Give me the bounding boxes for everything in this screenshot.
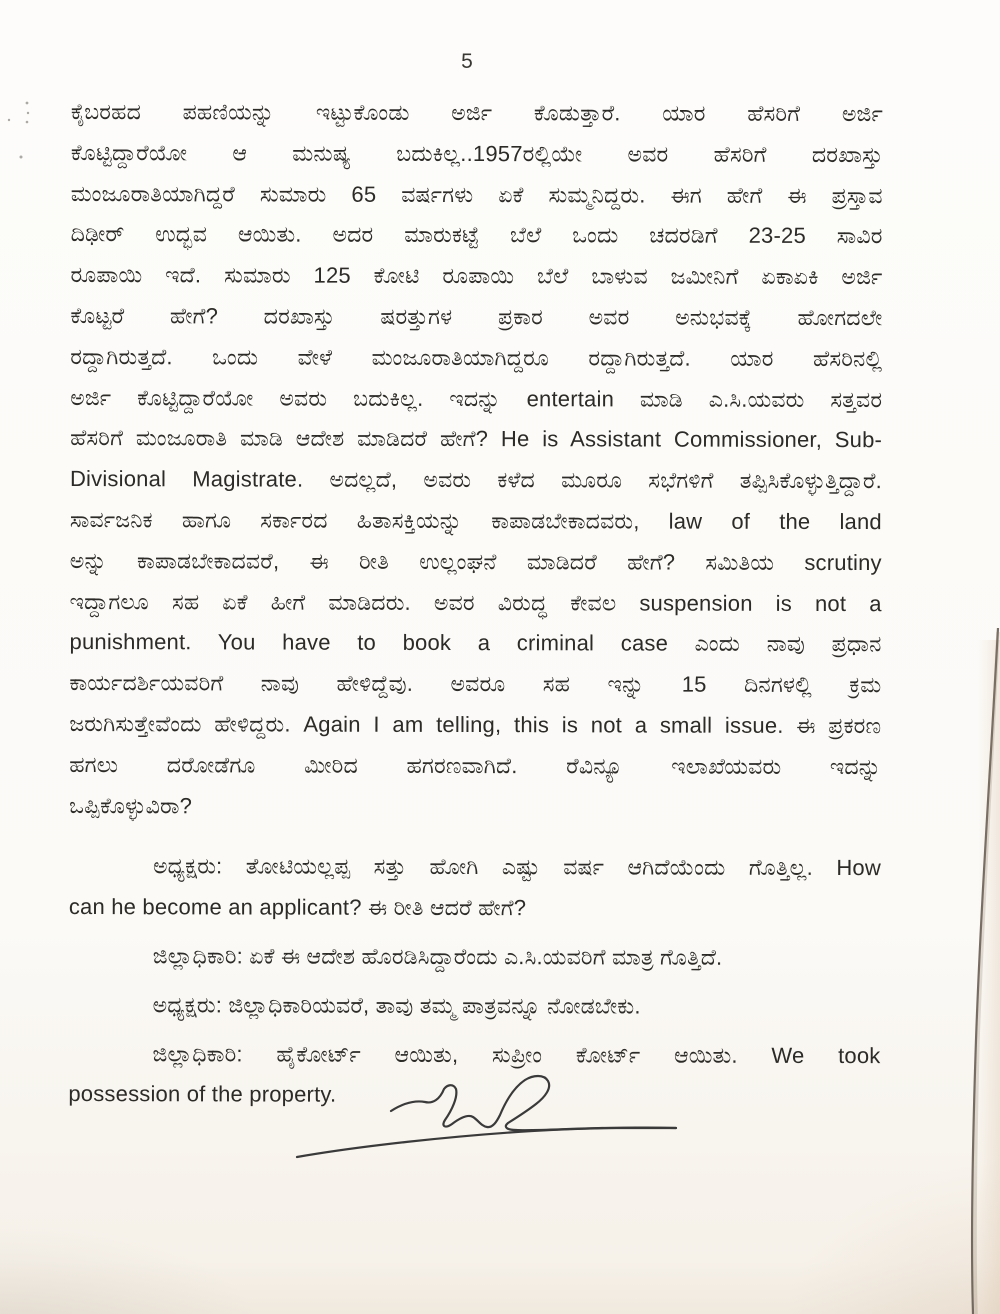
paragraph [69, 985, 881, 1028]
document-body [68, 92, 883, 1125]
text-line: ಕಾರ್ಯದರ್ಶಿಯವರಿಗೆ ನಾವು ಹೇಳಿದ್ದೆವು. ಅವರೂ ಸಹ ಇನ್ನು 15 ದಿನಗಳಲ್ಲಿ ಕ್ರಮ [69, 670, 882, 698]
paragraph [69, 92, 883, 828]
text-line: ಅರ್ಜಿ ಕೊಟ್ಟಿದ್ದಾರೆಯೋ ಅವರು ಬದುಕಿಲ್ಲ. ಇದನ್ನು entertain ಮಾಡಿ ಎ.ಸಿ.ಯವರು ಸತ್ತವರ [70, 384, 883, 412]
text-line: ಸಾರ್ವಜನಿಕ ಹಾಗೂ ಸರ್ಕಾರದ ಹಿತಾಸಕ್ತಿಯನ್ನು ಕಾಪಾಡಬೇಕಾದವರು, law of the land [69, 506, 882, 535]
text-line: ಕೈಬರಹದ ಪಹಣಿಯನ್ನು ಇಟ್ಟುಕೊಂಡು ಅರ್ಜಿ ಕೊಡುತ್ತಾರೆ. ಯಾರ ಹೆಸರಿಗೆ ಅರ್ಜಿ [70, 98, 883, 127]
text-line: ಕೊಟ್ಟಿದ್ದಾರೆಯೋ ಆ ಮನುಷ್ಯ ಬದುಕಿಲ್ಲ..1957ರಲ್ಲಿಯೇ ಅವರ ಹೆಸರಿಗೆ ದರಖಾಸ್ತು [70, 139, 883, 167]
text-line: Divisional Magistrate. ಅದಲ್ಲದೆ, ಅವರು ಕಳೆದ ಮೂರೂ ಸಭೆಗಳಿಗೆ ತಪ್ಪಿಸಿಕೊಳ್ಳುತ್ತಿದ್ದಾರೆ. [69, 466, 883, 494]
text-line: ಮಂಜೂರಾತಿಯಾಗಿದ್ದರೆ ಸುಮಾರು 65 ವರ್ಷಗಳು ಏಕೆ ಸುಮ್ಮನಿದ್ದರು. ಈಗ ಹೇಗೆ ಈ ಪ್ರಸ್ತಾವ [70, 180, 883, 208]
text-line: ಅಧ್ಯಕ್ಷರು: ತೋಟಿಯಲ್ಲಪ್ಪ ಸತ್ತು ಹೋಗಿ ಎಷ್ಟು ವರ್ಷ ಆಗಿದೆಯೆಂದು ಗೊತ್ತಿಲ್ಲ. How [152, 853, 882, 881]
text-line: possession of the property. [68, 1081, 337, 1108]
text-line: ರದ್ದಾಗಿರುತ್ತದೆ. ಒಂದು ವೇಳೆ ಮಂಜೂರಾತಿಯಾಗಿದ್ದರೂ ರದ್ದಾಗಿರುತ್ತದೆ. ಯಾರ ಹೆಸರಿನಲ್ಲಿ [70, 343, 883, 371]
text-line: ರೂಪಾಯಿ ಇದೆ. ಸುಮಾರು 125 ಕೋಟಿ ರೂಪಾಯಿ ಬೆಲೆ ಬಾಳುವ ಜಮೀನಿಗೆ ಏಕಾಏಕಿ ಅರ್ಜಿ [70, 262, 883, 290]
text-line: ಹೆಸರಿಗೆ ಮಂಜೂರಾತಿ ಮಾಡಿ ಆದೇಶ ಮಾಡಿದರೆ ಹೇಗೆ? He is Assistant Commissioner, Sub- [70, 425, 883, 453]
paragraph [69, 936, 881, 979]
text-line: ದಿಢೀರ್ ಉದ್ಭವ ಆಯಿತು. ಅದರ ಮಾರುಕಟ್ಟೆ ಬೆಲೆ ಒಂದು ಚದರಡಿಗೆ 23-25 ಸಾವಿರ [70, 221, 883, 249]
page-number: 5 [461, 50, 473, 73]
paragraph [69, 846, 881, 930]
text-line: ಹಗಲು ದರೋಡೆಗೂ ಮೀರಿದ ಹಗರಣವಾಗಿದೆ. ರೆವಿನ್ಯೂ ಇಲಾಖೆಯವರು ಇದನ್ನು [69, 751, 882, 779]
text-line: punishment. You have to book a criminal case ಎಂದು ನಾವು ಪ್ರಧಾನ [69, 629, 882, 657]
text-line: ಇದ್ದಾಗಲೂ ಸಹ ಏಕೆ ಹೀಗೆ ಮಾಡಿದರು. ಅವರ ವಿರುದ್ಧ ಕೇವಲ suspension is not a [69, 588, 882, 616]
paragraph [68, 1034, 880, 1118]
text-line: ಜಿಲ್ಲಾಧಿಕಾರಿ: ಏಕೆ ಈ ಆದೇಶ ಹೊರಡಿಸಿದ್ದಾರೆಂದು ಎ.ಸಿ.ಯವರಿಗೆ ಮಾತ್ರ ಗೊತ್ತಿದೆ. [152, 943, 723, 970]
scan-speck-dots [8, 102, 29, 159]
text-line: ಜರುಗಿಸುತ್ತೇವೆಂದು ಹೇಳಿದ್ದರು. Again I am telling, this is not a small issue. ಈ ಪ್ರಕರಣ [69, 710, 882, 739]
text-line: ಒಪ್ಪಿಕೊಳ್ಳುವಿರಾ? [69, 792, 193, 818]
text-line: ಕೊಟ್ಟರೆ ಹೇಗೆ? ದರಖಾಸ್ತು ಷರತ್ತುಗಳ ಪ್ರಕಾರ ಅವರ ಅನುಭವಕ್ಕೆ ಹೋಗದಲೇ [70, 302, 883, 331]
scan-edge-shading [978, 640, 1000, 1314]
text-line: can he become an applicant? ಈ ರೀತಿ ಆದರೆ ಹೇಗೆ? [68, 894, 527, 921]
text-line: ಜಿಲ್ಲಾಧಿಕಾರಿ: ಹೈಕೋರ್ಟ್ ಆಯಿತು, ಸುಪ್ರೀಂ ಕೋರ್ಟ್ ಆಯಿತು. We took [152, 1040, 881, 1068]
text-line: ಅನ್ನು ಕಾಪಾಡಬೇಕಾದವರೆ, ಈ ರೀತಿ ಉಲ್ಲಂಘನೆ ಮಾಡಿದರೆ ಹೇಗೆ? ಸಮಿತಿಯ scrutiny [69, 547, 882, 575]
text-line: ಅಧ್ಯಕ್ಷರು: ಜಿಲ್ಲಾಧಿಕಾರಿಯವರೆ, ತಾವು ತಮ್ಮ ಪಾತ್ರವನ್ನೂ ನೋಡಬೇಕು. [152, 991, 641, 1019]
